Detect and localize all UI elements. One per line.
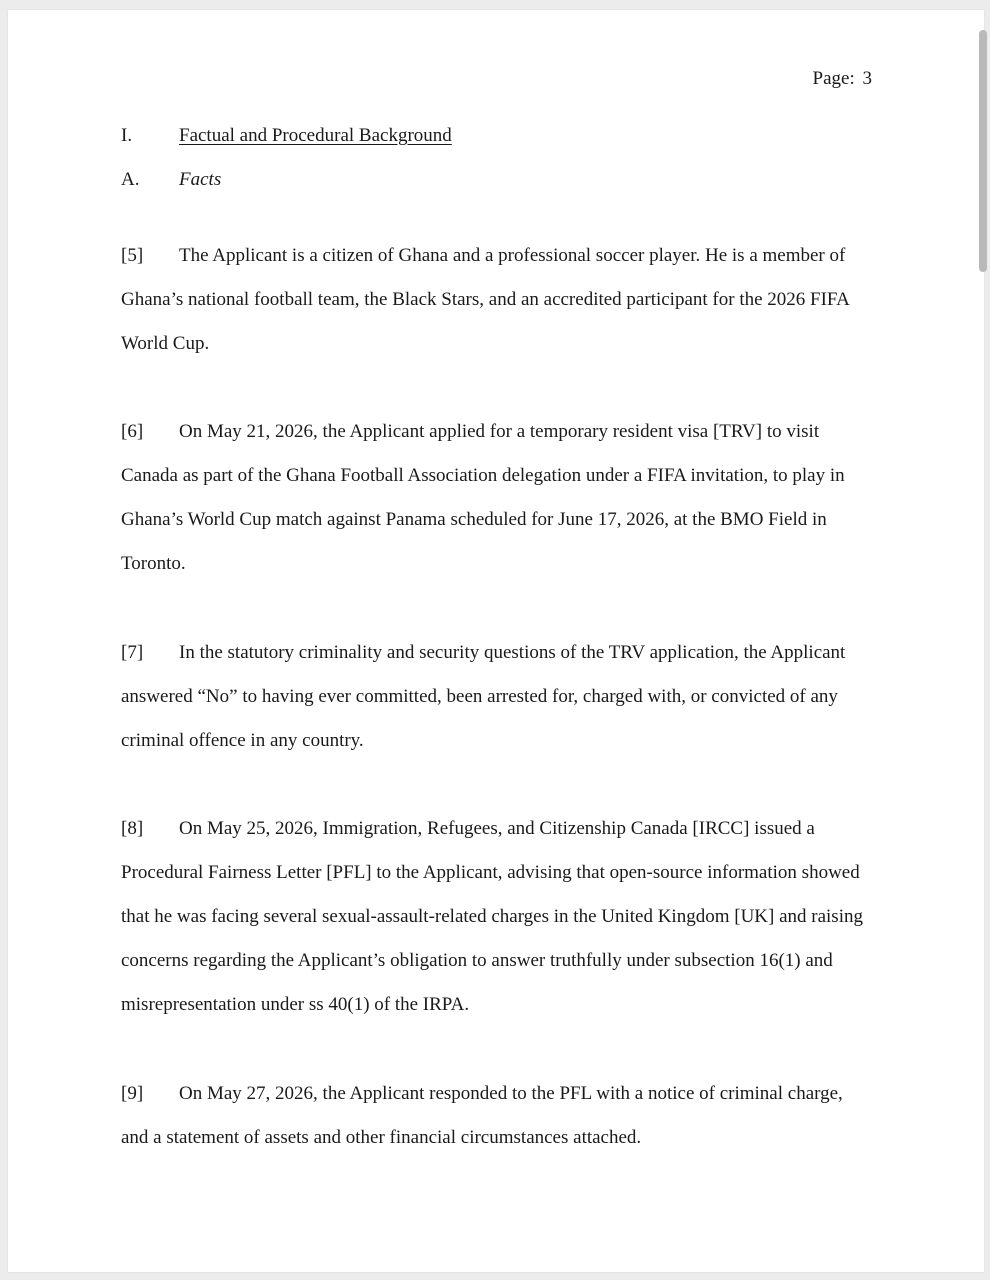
- paragraph-text: In the statutory criminality and security questions of the TRV application, the Applicant answered “No” to having ever committed, been arrested for, charged with, or convicted of any criminal offence in any country.: [121, 642, 846, 751]
- paragraph: [121, 1072, 873, 1160]
- paragraph-text: On May 27, 2026, the Applicant responded to the PFL with a notice of criminal charge, and a statement of assets and other financial circumstances attached.: [121, 1083, 843, 1148]
- subsection-title: Facts: [179, 169, 222, 190]
- paragraph-number: [5]: [121, 245, 144, 266]
- paragraph: [121, 807, 873, 1027]
- document-page: [8, 10, 984, 1272]
- paragraph-text: The Applicant is a citizen of Ghana and a professional soccer player. He is a member of Ghana’s national football team, the Black Stars, and an accredited participant for the 2026 FIFA World Cup.: [121, 245, 849, 354]
- section-title: Factual and Procedural Background: [179, 125, 452, 146]
- paragraph-number: [6]: [121, 421, 144, 442]
- paragraph: [121, 631, 873, 763]
- page-number: Page: 3: [812, 68, 872, 89]
- paragraph-text: On May 25, 2026, Immigration, Refugees, and Citizenship Canada [IRCC] issued a Procedural Fairness Letter [PFL] to the Applicant, advising that open-source information showed that he was facing several sexual-assault-related charges in the United Kingdom [UK] and raising concerns regarding the Applicant’s obligation to answer truthfully under subsection 16(1) and misrepresentation under ss 40(1) of the IRPA.: [121, 818, 863, 1015]
- section-number: I.: [121, 125, 133, 146]
- paragraph: [121, 234, 873, 366]
- scrollbar-thumb[interactable]: [979, 30, 987, 272]
- paragraph-number: [7]: [121, 642, 144, 663]
- paragraph-number: [8]: [121, 818, 144, 839]
- paragraph-text: On May 21, 2026, the Applicant applied for a temporary resident visa [TRV] to visit Canada as part of the Ghana Football Association delegation under a FIFA invitation, to play in Ghana’s World Cup match against Panama scheduled for June 17, 2026, at the BMO Field in Toronto.: [121, 421, 845, 574]
- paragraph: [121, 410, 873, 586]
- paragraph-number: [9]: [121, 1083, 144, 1104]
- subsection-number: A.: [121, 169, 140, 190]
